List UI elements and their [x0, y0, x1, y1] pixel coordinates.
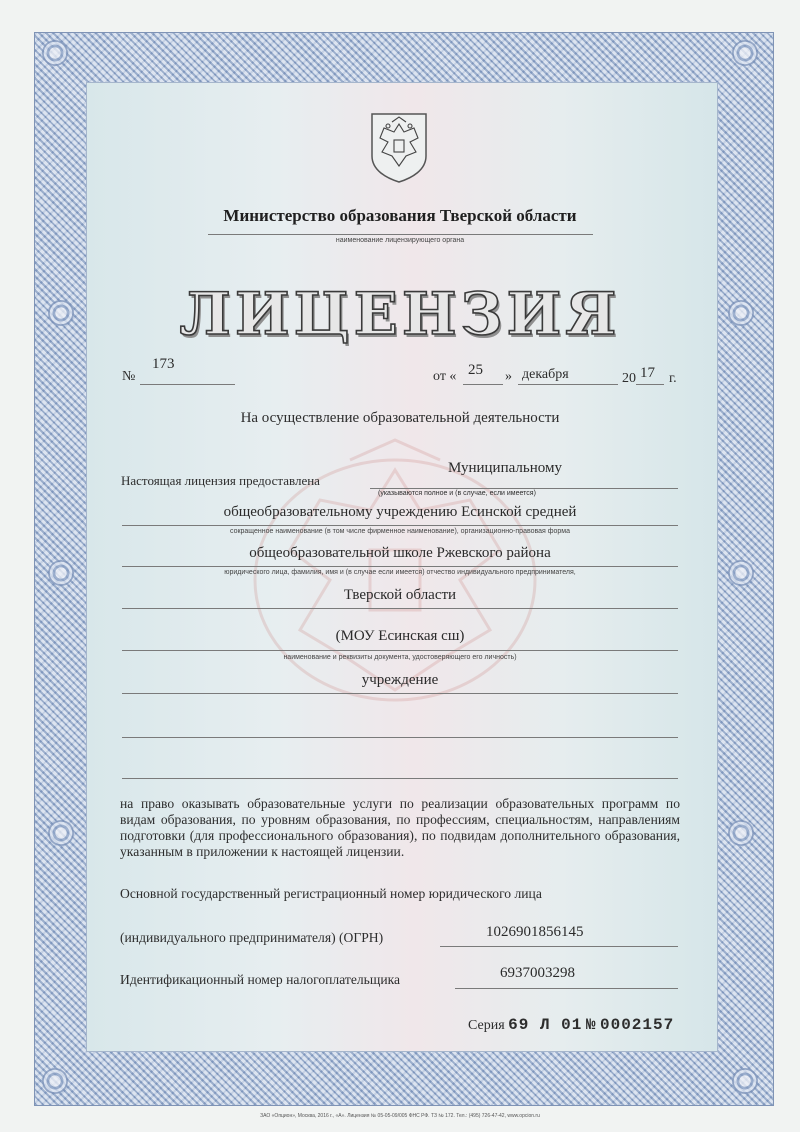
year-unit: г. [669, 371, 677, 386]
holder-underline-7 [122, 737, 678, 738]
inn-label: Идентификационный номер налогоплательщика [120, 972, 401, 987]
rights-paragraph: на право оказывать образовательные услуги по реализации образовательных программ по видам образования, по уровням образования, по профессиям, специальностям, направлениям подготовки (для профессионального образования), по подвидам дополнительного образования, указанным в приложении к настоящей лицензии. [120, 796, 680, 859]
series-number-label: № [585, 1016, 597, 1034]
inn-underline [455, 988, 678, 989]
holder-hint-3: юридического лица, фамилия, имя и (в случае если имеется) отчество индивидуального предпринимателя, [224, 569, 576, 576]
licensing-authority: Министерство образования Тверской области [223, 206, 577, 225]
series-label: Серия [468, 1018, 505, 1033]
holder-line-3: общеобразовательной школе Ржевского района [249, 545, 551, 561]
day-underline [463, 384, 503, 385]
date-from-label: от « [433, 369, 457, 384]
holder-underline-6 [122, 693, 678, 694]
date-day: 25 [468, 362, 483, 378]
rosette-ornament [48, 820, 74, 846]
license-purpose: На осуществление образовательной деятельности [240, 410, 560, 426]
year-prefix: 20 [622, 371, 636, 386]
inn-value: 6937003298 [500, 965, 575, 981]
holder-underline-8 [122, 778, 678, 779]
holder-hint-2: сокращенное наименование (в том числе фирменное наименование), организационно-правовая форма [229, 528, 571, 535]
holder-line-4: Тверской области [343, 587, 457, 603]
rosette-ornament [42, 1068, 68, 1094]
ogrn-label-line-1: Основной государственный регистрационный номер юридического лица [120, 886, 542, 901]
holder-line-6: учреждение [361, 672, 439, 688]
holder-underline-3 [122, 566, 678, 567]
holder-line-2: общеобразовательному учреждению Есинской средней [223, 504, 577, 520]
number-underline [140, 384, 235, 385]
rosette-ornament [732, 1068, 758, 1094]
document-title: ЛИЦЕНЗИЯ [179, 280, 621, 348]
rosette-ornament [728, 820, 754, 846]
holder-underline-4 [122, 608, 678, 609]
date-close-quote: » [505, 369, 512, 384]
holder-underline-5 [122, 650, 678, 651]
number-label: № [122, 369, 136, 384]
ogrn-underline [440, 946, 678, 947]
double-headed-eagle-emblem-icon [366, 108, 432, 184]
holder-hint-1: (указываются полное и (в случае, если имеется) [378, 490, 536, 497]
printer-footer: ЗАО «Опцион», Москва, 2016 г., «А». Лицензия № 05-05-09/005 ФНС РФ. ТЗ № 172. Тел.: (495) 726-47-42, www.opcion.ru [260, 1113, 540, 1119]
authority-hint: наименование лицензирующего органа [335, 237, 465, 244]
series-value: 69 Л 01 [508, 1016, 583, 1034]
holder-line-1: Муниципальному [448, 460, 562, 476]
ogrn-label-line-2: (индивидуального предпринимателя) (ОГРН) [120, 930, 384, 945]
ogrn-value: 1026901856145 [486, 924, 584, 940]
form-series [468, 1016, 674, 1034]
holder-label: Настоящая лицензия предоставлена [121, 473, 320, 488]
authority-underline [208, 234, 593, 235]
rosette-ornament [732, 40, 758, 66]
year-underline [636, 384, 664, 385]
holder-underline-1 [370, 488, 678, 489]
series-number: 0002157 [599, 1016, 675, 1034]
holder-underline-2 [122, 525, 678, 526]
date-month: декабря [522, 367, 569, 382]
year-suffix: 17 [640, 365, 655, 381]
license-number: 173 [152, 356, 175, 372]
holder-hint-5: наименование и реквизиты документа, удостоверяющего его личность) [283, 654, 517, 661]
holder-line-5: (МОУ Есинская сш) [335, 628, 465, 644]
rosette-ornament [42, 40, 68, 66]
month-underline [518, 384, 618, 385]
